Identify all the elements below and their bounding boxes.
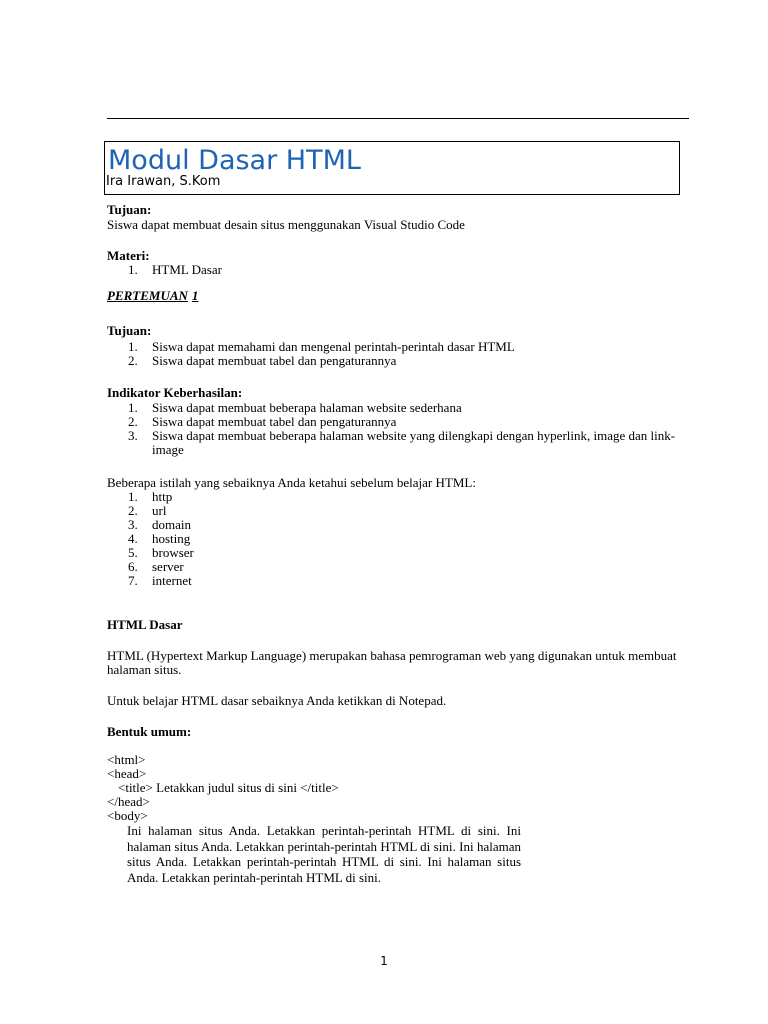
istilah-list: [107, 490, 194, 588]
list-item: 1. HTML Dasar: [128, 262, 222, 277]
list-item: 4. hosting: [128, 531, 191, 546]
list-item: 6. server: [128, 559, 184, 574]
header-rule: [107, 118, 689, 119]
pertemuan-heading: [107, 289, 198, 303]
list-item: 5. browser: [128, 545, 194, 560]
code-line: <title> Letakkan judul situs di sini </title>: [118, 780, 339, 795]
html-dasar-heading: HTML Dasar: [107, 617, 183, 632]
tujuan-list: [107, 340, 515, 368]
list-item: 2. Siswa dapat membuat tabel dan pengaturannya: [128, 353, 397, 368]
tujuan-heading: Tujuan:: [107, 323, 152, 338]
istilah-intro: Beberapa istilah yang sebaiknya Anda ketahui sebelum belajar HTML:: [107, 475, 476, 490]
list-item: 1. http: [128, 489, 173, 504]
materi-heading: Materi:: [107, 248, 150, 263]
title-box: [104, 141, 680, 195]
list-item: 1. Siswa dapat membuat beberapa halaman website sederhana: [128, 400, 462, 415]
code-body-text: Ini halaman situs Anda. Letakkan perintah-perintah HTML di sini. Ini halaman situs Anda. Letakkan perintah-perintah HTML di sini. Ini halaman situs Anda. Letakkan perintah-perintah HTML di sini. Ini halaman situs Anda. Letakkan perintah-perintah HTML di sini.: [127, 823, 521, 885]
list-item: 3. domain: [128, 517, 191, 532]
code-line: </head>: [107, 794, 150, 809]
document-title: Modul Dasar HTML: [108, 145, 361, 176]
code-line: <head>: [107, 766, 147, 781]
list-item: 2. url: [128, 503, 167, 518]
indikator-list: [107, 401, 697, 457]
html-dasar-paragraph: HTML (Hypertext Markup Language) merupakan bahasa pemrograman web yang digunakan untuk membuat halaman situs.: [107, 648, 677, 677]
pertemuan-label: PERTEMUAN: [107, 288, 188, 303]
goal-text: Siswa dapat membuat desain situs menggunakan Visual Studio Code: [107, 217, 465, 232]
indikator-heading: Indikator Keberhasilan:: [107, 385, 243, 400]
page-number: 1: [380, 954, 388, 968]
list-item: 7. internet: [128, 573, 192, 588]
notepad-paragraph: Untuk belajar HTML dasar sebaiknya Anda ketikkan di Notepad.: [107, 693, 447, 708]
bentuk-heading: Bentuk umum:: [107, 724, 192, 739]
list-item: 2. Siswa dapat membuat tabel dan pengaturannya: [128, 414, 397, 429]
materi-list: [107, 263, 222, 277]
pertemuan-number: 1: [191, 288, 199, 303]
goal-heading: Tujuan:: [107, 202, 152, 217]
code-line: <body>: [107, 808, 148, 823]
document-author: Ira Irawan, S.Kom: [106, 174, 221, 189]
list-item: 1. Siswa dapat memahami dan mengenal perintah-perintah dasar HTML: [128, 339, 515, 354]
list-item: 3. Siswa dapat membuat beberapa halaman website yang dilengkapi dengan hyperlink, image dan link-image: [128, 428, 676, 457]
code-example: [107, 753, 521, 885]
code-line: <html>: [107, 752, 146, 767]
